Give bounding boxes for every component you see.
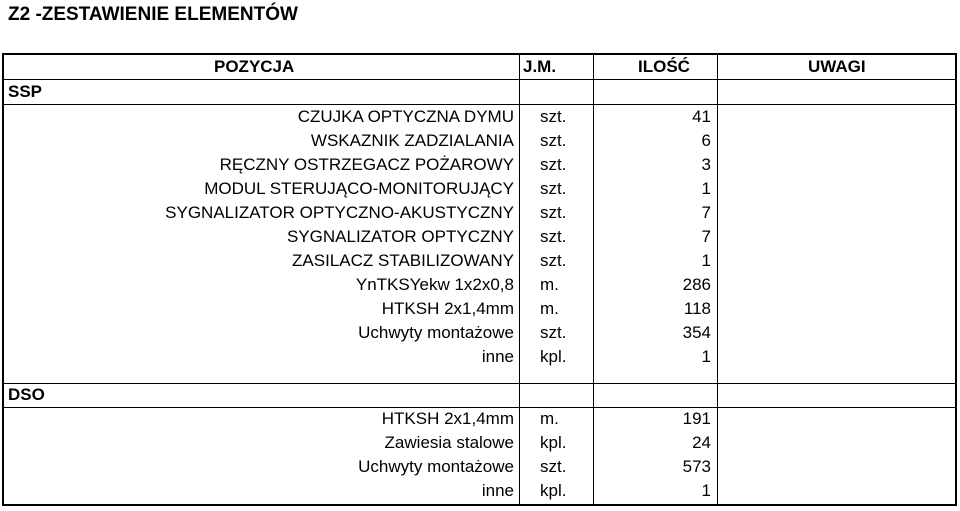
item-qty: 573 (682, 457, 711, 476)
item-qty: 7 (701, 203, 711, 222)
table-row (4, 431, 955, 455)
item-name: Uchwyty montażowe (358, 323, 514, 342)
item-unit: szt. (540, 131, 567, 150)
item-unit: szt. (540, 107, 567, 126)
section-dso-label: DSO (8, 385, 45, 404)
header-position: POZYCJA (214, 57, 295, 76)
item-qty: 354 (682, 323, 711, 342)
item-name: Zawiesia stalowe (384, 433, 514, 452)
item-qty: 118 (683, 299, 711, 318)
item-name: HTKSH 2x1,4mm (381, 299, 514, 318)
section-ssp-label: SSP (8, 82, 43, 101)
item-qty: 41 (692, 107, 711, 126)
table-row (4, 129, 955, 153)
elements-table (2, 53, 957, 506)
item-unit: szt. (540, 251, 567, 270)
table-row (4, 297, 955, 321)
item-unit: m. (540, 409, 559, 428)
table-row (4, 201, 955, 225)
item-qty: 286 (682, 275, 711, 294)
table-row (4, 153, 955, 177)
item-name: HTKSH 2x1,4mm (381, 409, 514, 428)
item-unit: szt. (540, 323, 567, 342)
item-unit: szt. (540, 457, 567, 476)
item-name: inne (481, 347, 514, 366)
section-divider (4, 383, 955, 384)
table-row (4, 479, 955, 503)
item-unit: m. (540, 275, 559, 294)
item-name: WSKAZNIK ZADZIALANIA (310, 131, 514, 150)
item-name: RĘCZNY OSTRZEGACZ POŻAROWY (219, 155, 514, 174)
item-qty: 7 (701, 227, 711, 246)
item-unit: kpl. (540, 347, 567, 366)
item-name: ZASILACZ STABILIZOWANY (292, 251, 514, 270)
header-notes: UWAGI (808, 57, 866, 76)
item-unit: kpl. (540, 433, 567, 452)
table-row (4, 249, 955, 273)
item-name: MODUL STERUJĄCO-MONITORUJĄCY (204, 179, 514, 198)
table-row (4, 455, 955, 479)
item-name: Uchwyty montażowe (358, 457, 514, 476)
table-row (4, 407, 955, 431)
item-unit: szt. (540, 203, 567, 222)
item-qty: 1 (701, 347, 711, 366)
item-name: SYGNALIZATOR OPTYCZNO-AKUSTYCZNY (165, 203, 514, 222)
item-qty: 24 (692, 433, 711, 452)
table-row (4, 105, 955, 129)
item-name: CZUJKA OPTYCZNA DYMU (297, 107, 514, 126)
item-unit: szt. (540, 227, 567, 246)
item-qty: 1 (701, 481, 711, 500)
item-qty: 1 (701, 251, 711, 270)
item-qty: 1 (701, 179, 711, 198)
table-row (4, 225, 955, 249)
item-unit: m. (540, 299, 559, 318)
table-row (4, 273, 955, 297)
item-name: YnTKSYekw 1x2x0,8 (355, 275, 514, 294)
item-unit: szt. (540, 179, 567, 198)
page-title: Z2 -ZESTAWIENIE ELEMENTÓW (8, 4, 298, 25)
table-row (4, 177, 955, 201)
header-unit: J.M. (523, 57, 557, 76)
item-qty: 3 (701, 155, 711, 174)
header-divider (4, 79, 955, 80)
table-row (4, 345, 955, 369)
item-name: inne (481, 481, 514, 500)
item-qty: 6 (701, 131, 711, 150)
item-qty: 191 (682, 409, 711, 428)
table-row (4, 321, 955, 345)
item-name: SYGNALIZATOR OPTYCZNY (286, 227, 514, 246)
item-unit: kpl. (540, 481, 567, 500)
item-unit: szt. (540, 155, 567, 174)
header-quantity: ILOŚĆ (638, 57, 690, 76)
